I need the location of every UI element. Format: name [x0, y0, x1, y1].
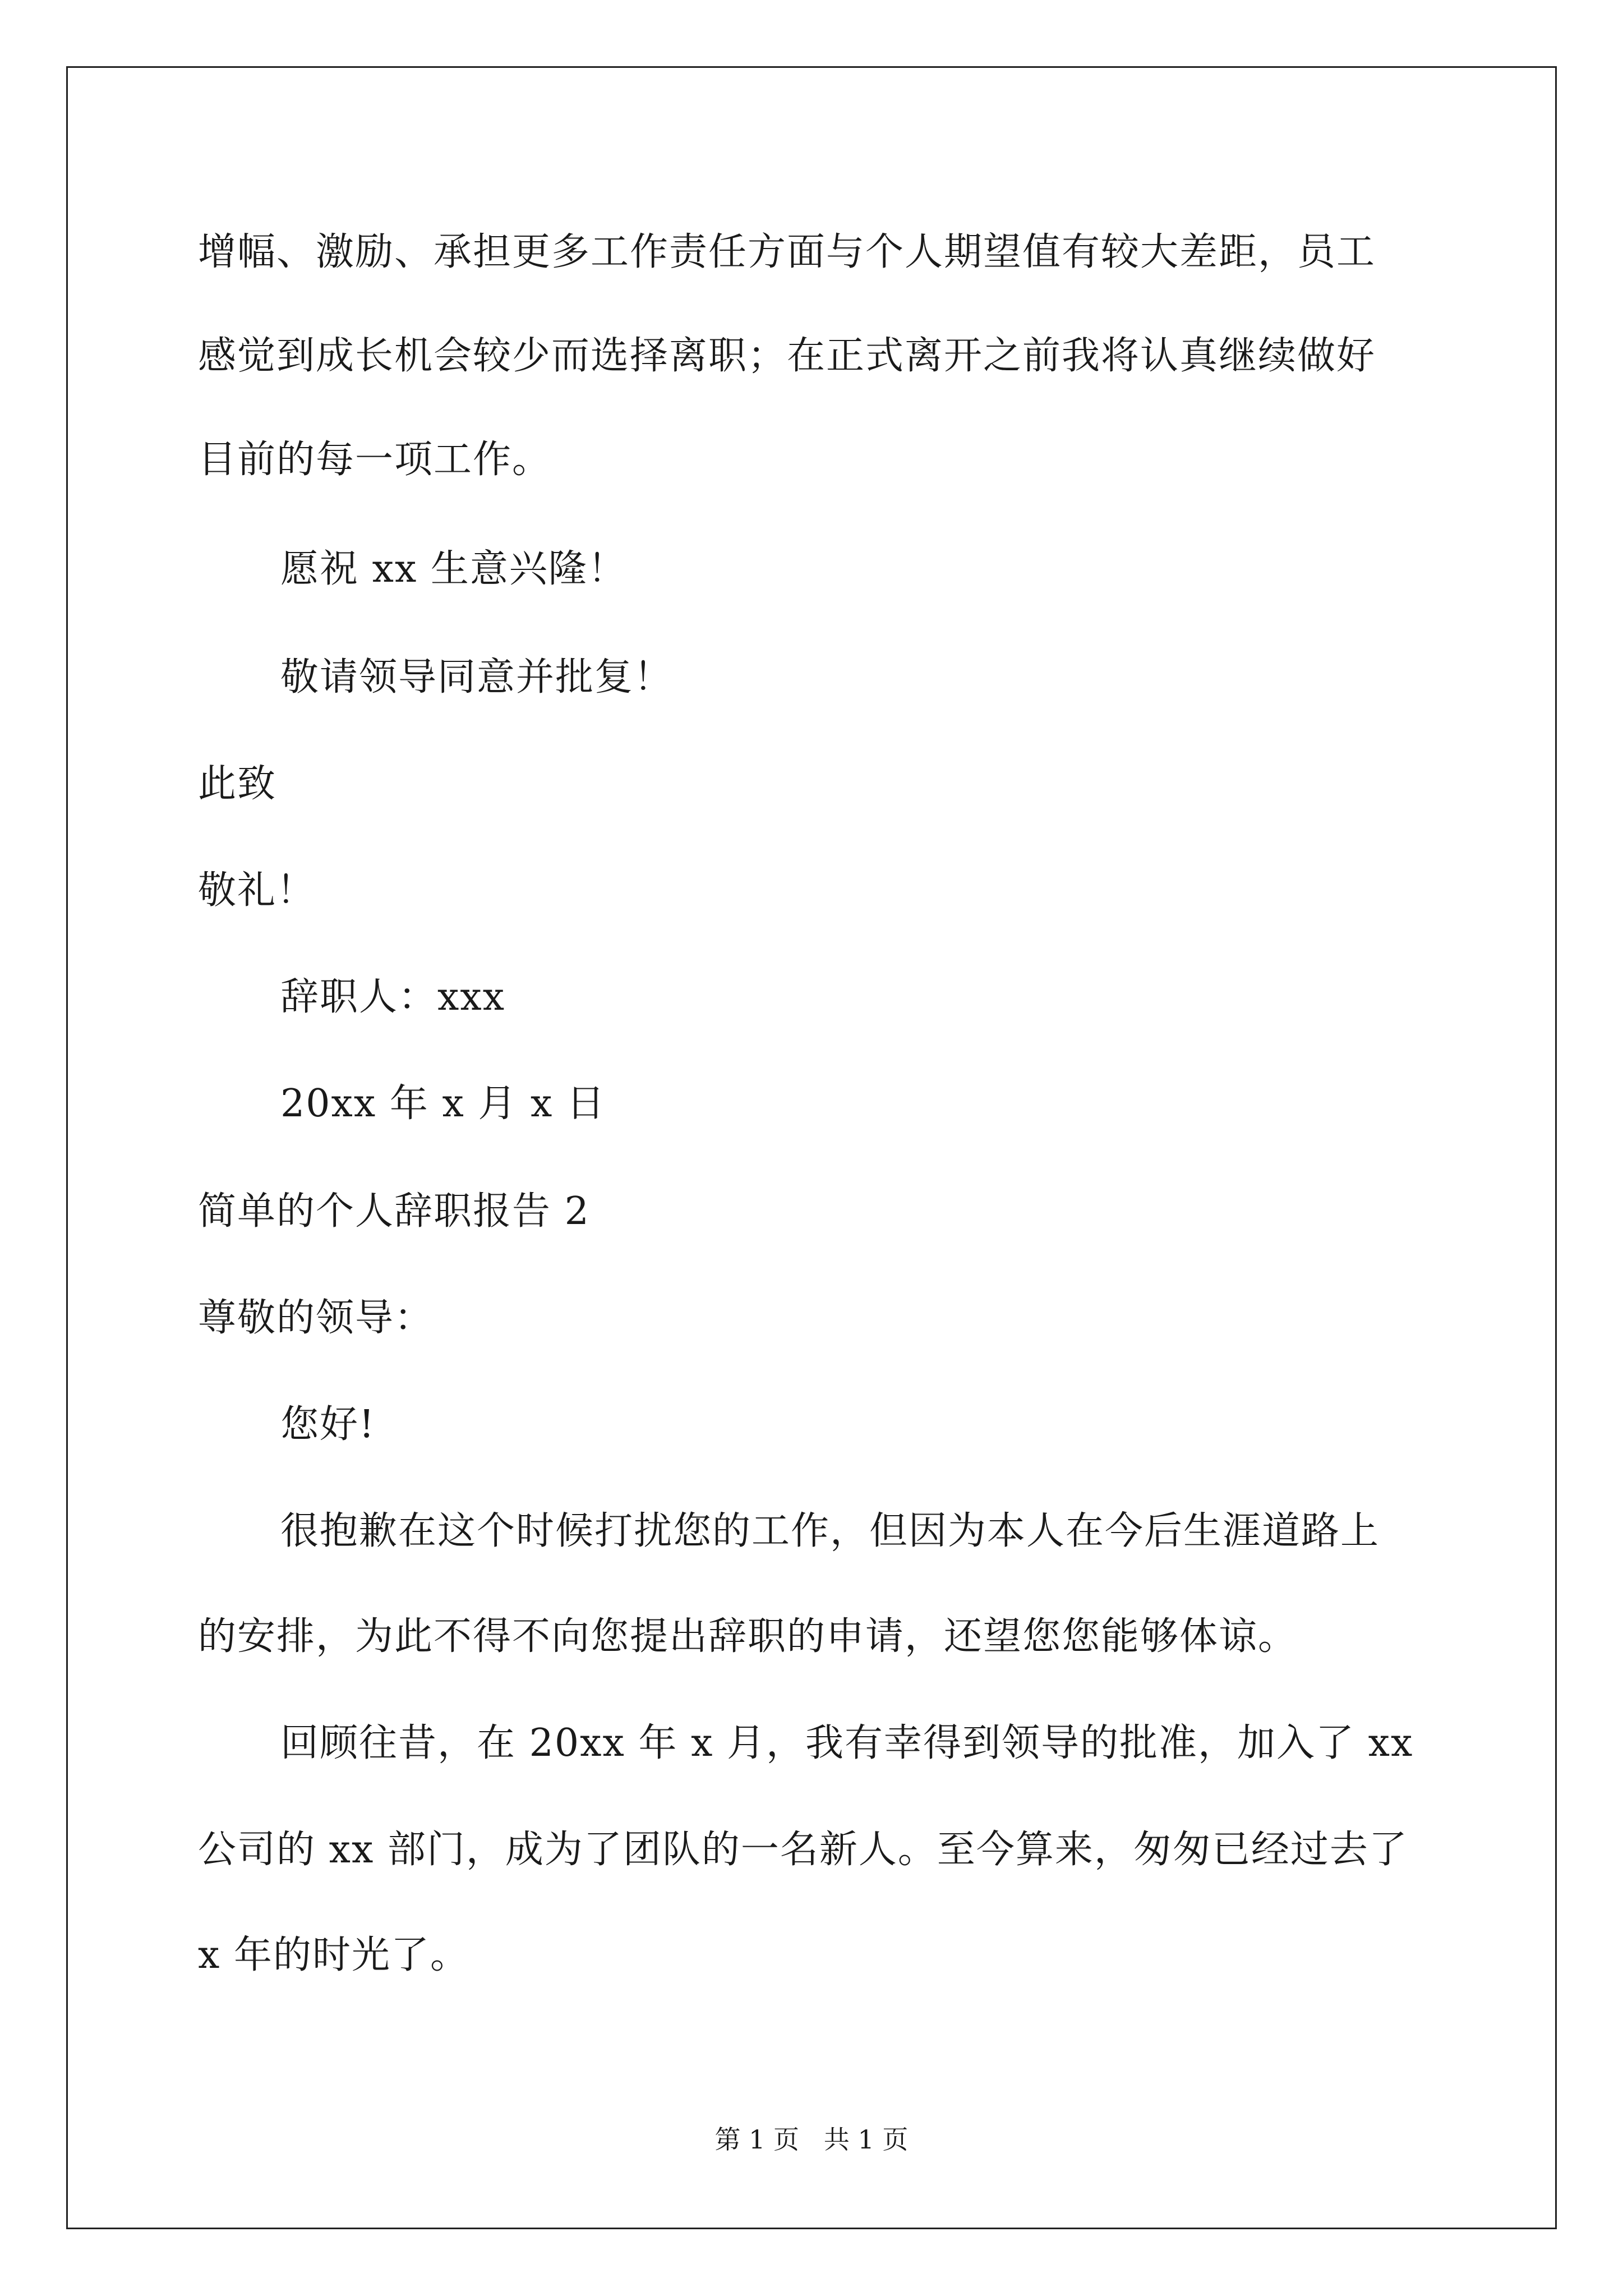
paragraph-line: 的安排，为此不得不向您提出辞职的申请，还望您您能够体谅。	[198, 1614, 1298, 1659]
approval-request: 敬请领导同意并批复！	[280, 655, 674, 700]
signature-name: 辞职人：xxx	[280, 975, 506, 1019]
page-border	[66, 66, 1557, 2229]
paragraph-line: 目前的每一项工作。	[198, 438, 552, 482]
signature-date: 20xx 年 x 月 x 日	[280, 1082, 606, 1126]
greeting-recipient: 尊敬的领导：	[198, 1296, 434, 1340]
section-heading: 简单的个人辞职报告 2	[198, 1189, 590, 1234]
paragraph-line: 回顾往昔，在 20xx 年 x 月，我有幸得到领导的批准，加入了 xx	[280, 1721, 1414, 1765]
closing-wish: 愿祝 xx 生意兴隆！	[280, 547, 627, 591]
paragraph-line: 很抱歉在这个时候打扰您的工作，但因为本人在今后生涯道路上	[280, 1509, 1380, 1553]
greeting-hello: 您好!	[280, 1402, 376, 1447]
paragraph-line: x 年的时光了。	[198, 1933, 469, 1977]
paragraph-line: 感觉到成长机会较少而选择离职；在正式离开之前我将认真继续做好	[198, 334, 1376, 378]
salutation-ci-zhi: 此致	[198, 762, 277, 806]
paragraph-line: 公司的 xx 部门，成为了团队的一名新人。至今算来，匆匆已经过去了	[198, 1828, 1408, 1872]
paragraph-line: 增幅、激励、承担更多工作责任方面与个人期望值有较大差距，员工	[198, 230, 1376, 274]
salutation-jing-li: 敬礼！	[198, 868, 316, 913]
page-number-footer: 第 1 页 共 1 页	[714, 2124, 909, 2155]
